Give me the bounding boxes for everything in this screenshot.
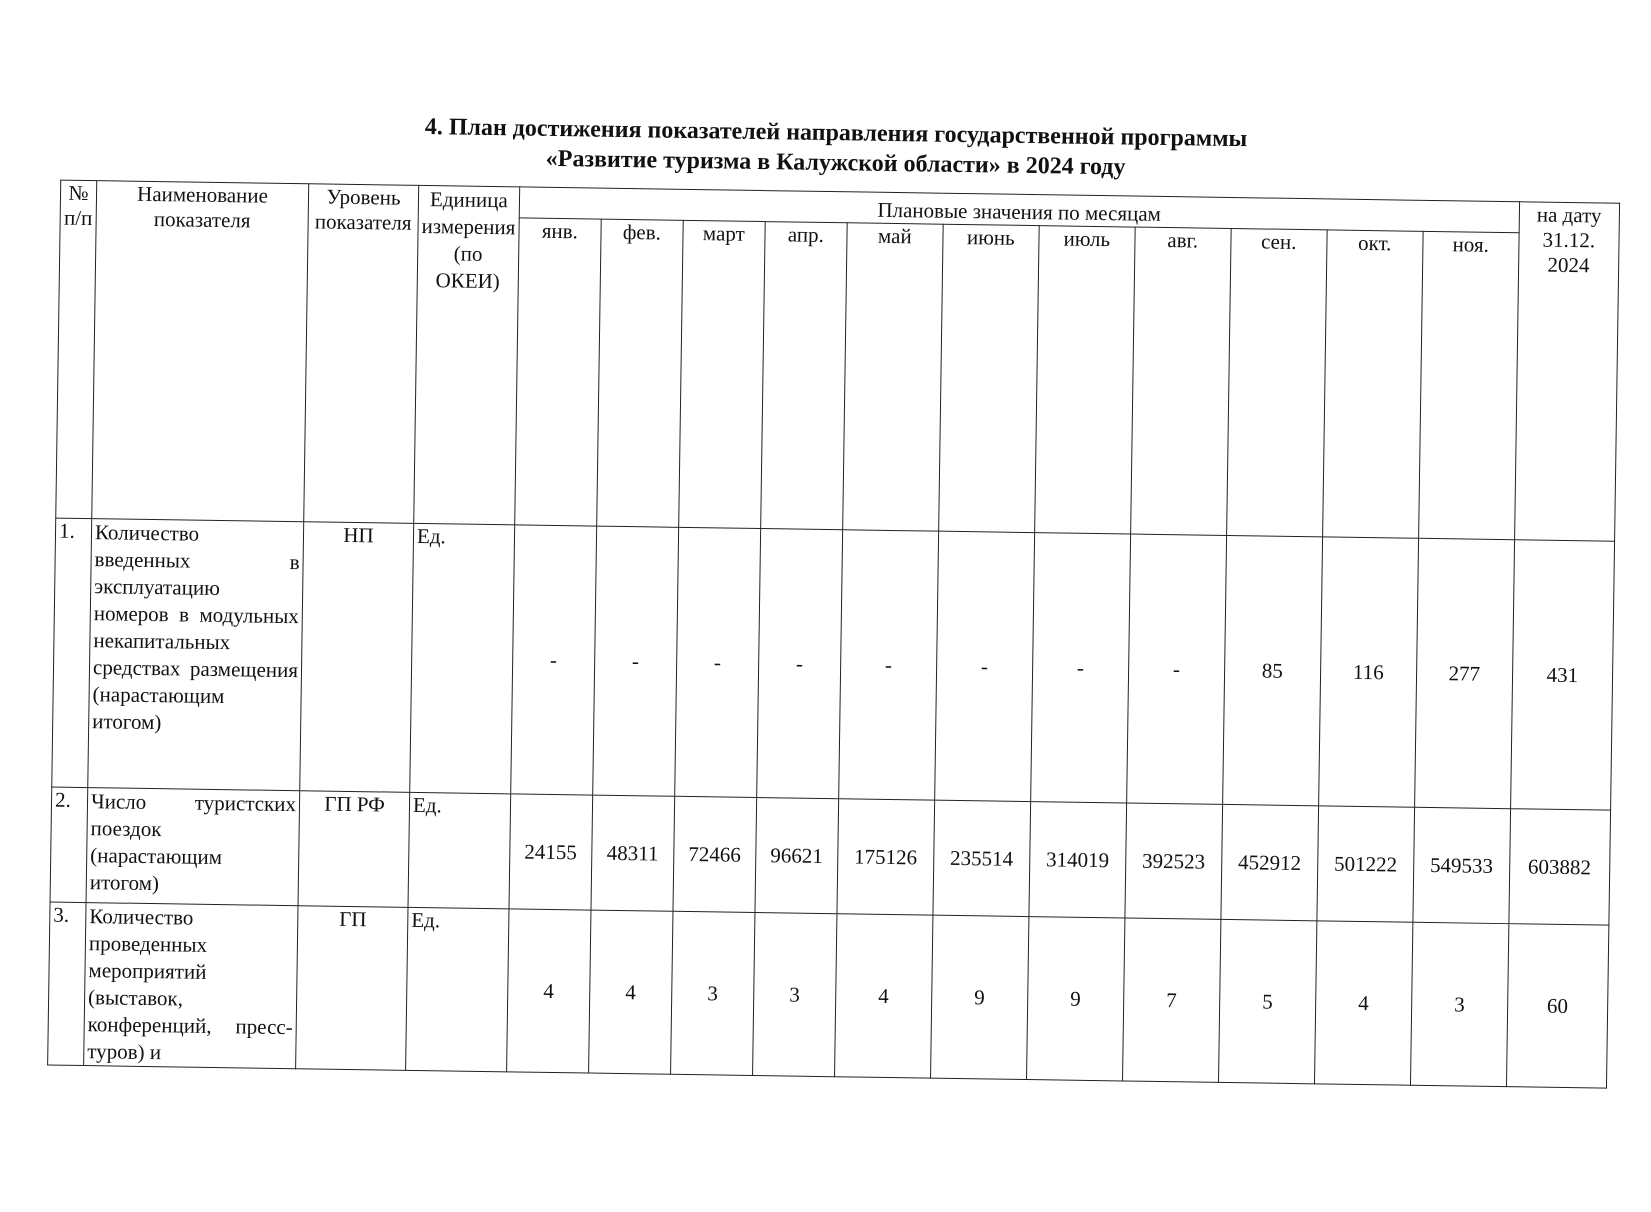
row-value-aug: 7 <box>1122 918 1220 1082</box>
row-value-jan: - <box>510 525 596 795</box>
header-month-jan: янв. <box>514 218 601 526</box>
header-month-jul: июль <box>1034 226 1135 534</box>
row-level: ГП <box>296 906 408 1071</box>
row-value-jul: 314019 <box>1029 802 1127 918</box>
header-final: на дату 31.12. 2024 <box>1514 202 1619 541</box>
row-name: Число туристских поездок (нарастающим итогом) <box>86 788 300 906</box>
row-value-oct: 4 <box>1314 921 1412 1085</box>
header-month-aug: авг. <box>1130 227 1231 535</box>
row-value-jun: 235514 <box>933 800 1031 916</box>
row-value-apr: 3 <box>752 912 836 1076</box>
row-value-aug: - <box>1126 534 1226 804</box>
row-level: ГП РФ <box>298 791 410 908</box>
row-value-nov: 277 <box>1414 538 1514 808</box>
row-unit: Ед. <box>408 792 510 908</box>
header-month-mar: март <box>678 220 765 528</box>
row-value-feb: 48311 <box>591 795 675 911</box>
row-value-jul: 9 <box>1026 917 1124 1081</box>
row-value-may: 4 <box>834 914 932 1078</box>
header-level: Уровень показателя <box>304 184 419 524</box>
header-month-may: май <box>842 223 943 531</box>
row-value-apr: - <box>756 529 842 799</box>
row-unit: Ед. <box>410 523 515 793</box>
row-value-mar: - <box>674 527 760 797</box>
row-value-feb: - <box>592 526 678 796</box>
row-value-final: 60 <box>1506 924 1608 1088</box>
header-month-sep: сен. <box>1226 228 1327 536</box>
row-value-may: 175126 <box>837 799 935 915</box>
row-value-final: 431 <box>1510 540 1614 810</box>
header-month-apr: апр. <box>760 222 847 530</box>
row-value-apr: 96621 <box>755 798 839 914</box>
row-value-jan: 24155 <box>509 794 593 910</box>
row-value-oct: 116 <box>1318 537 1418 807</box>
header-month-jun: июнь <box>938 224 1039 532</box>
table-row <box>50 787 1610 925</box>
header-month-feb: фев. <box>596 219 683 527</box>
row-value-sep: 452912 <box>1221 804 1319 920</box>
row-value-mar: 3 <box>670 911 754 1075</box>
row-value-aug: 392523 <box>1125 803 1223 919</box>
row-value-jan: 4 <box>506 909 590 1073</box>
row-value-sep: 85 <box>1222 535 1322 805</box>
row-value-nov: 3 <box>1410 922 1508 1086</box>
header-num: № п/п <box>56 180 97 518</box>
header-planned: Плановые значения по месяцам <box>519 187 1519 233</box>
row-value-mar: 72466 <box>673 796 757 912</box>
row-value-jun: 9 <box>930 915 1028 1079</box>
row-unit: Ед. <box>406 907 509 1071</box>
row-level: НП <box>300 522 414 793</box>
row-value-final: 603882 <box>1509 809 1611 925</box>
header-name: Наименование показателя <box>92 181 309 522</box>
document-title <box>295 110 1376 186</box>
row-value-jul: - <box>1030 533 1130 803</box>
row-value-nov: 549533 <box>1413 807 1511 923</box>
row-num: 2. <box>50 787 88 903</box>
row-value-feb: 4 <box>588 910 672 1074</box>
row-value-may: - <box>838 530 938 800</box>
header-month-nov: ноя. <box>1418 231 1519 539</box>
indicators-plan-table <box>47 180 1620 1089</box>
row-name: Количество проведенных мероприятий (выставок, конференций, пресс-туров) и <box>84 903 298 1069</box>
table-row <box>48 902 1609 1088</box>
title-line-1: 4. План достижения показателей направления государственной программы <box>424 114 1248 153</box>
title-line-2: «Развитие туризма в Калужской области» в 2024 году <box>545 145 1126 181</box>
row-value-sep: 5 <box>1218 919 1316 1083</box>
row-value-oct: 501222 <box>1317 806 1415 922</box>
header-month-oct: окт. <box>1322 230 1423 538</box>
header-unit: Единица измерения (по ОКЕИ) <box>414 185 520 524</box>
row-value-jun: - <box>934 531 1034 801</box>
row-num: 1. <box>52 518 92 788</box>
row-num: 3. <box>48 902 86 1066</box>
table-row <box>52 518 1615 810</box>
row-name: Количество введенных в эксплуатацию номеров в модульных некапитальных средствах размещения (нарастающим итогом) <box>88 519 304 791</box>
